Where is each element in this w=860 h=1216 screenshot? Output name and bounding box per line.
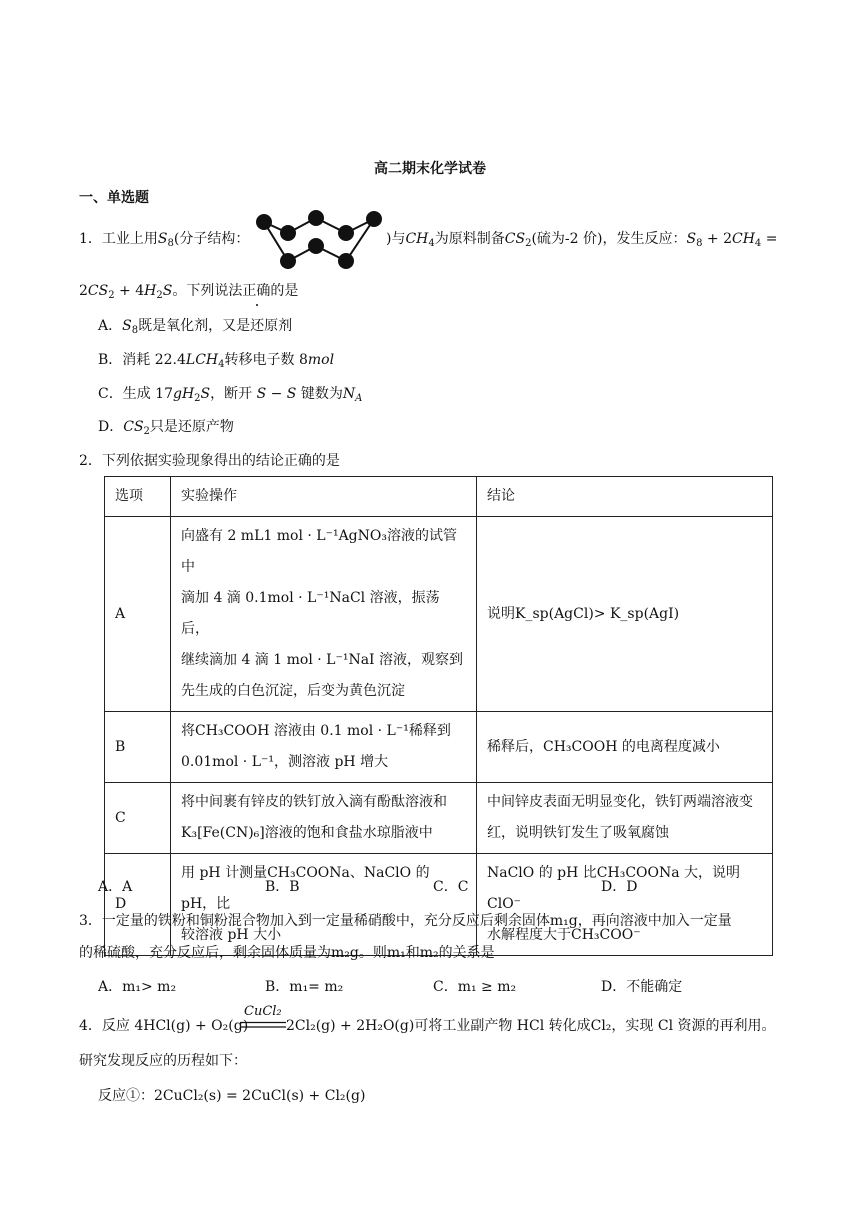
- q1-line-1-cont: )与$CH_4$为原料制备$CS_2$(硫为-2 价)，发生反应：$S_8 + 2CH_4$ =: [386, 231, 778, 249]
- q1-option-b: B．消耗 $22.4LCH_4$转移电子数 8mol: [98, 352, 335, 370]
- sulfur-atom: [256, 214, 272, 230]
- q2-option-a: A．A: [98, 879, 133, 895]
- table-row: [105, 712, 773, 783]
- q2-option-d: D．D: [601, 879, 638, 895]
- row-label: B: [105, 712, 171, 783]
- row-conclusion: 中间锌皮表面无明显变化，铁钉两端溶液变 红，说明铁钉发生了吸氧腐蚀: [477, 783, 773, 854]
- table-row: [105, 854, 773, 956]
- q4-reaction-1: 反应①：2CuCl₂(s) = 2CuCl(s) + Cl₂(g): [98, 1088, 366, 1104]
- q1-line-2: $2CS_2 + 4H_2S$。下列说法正确的是: [79, 283, 299, 301]
- row-operation: 将中间裹有锌皮的铁钉放入滴有酚酞溶液和 K₃[Fe(CN)₆]溶液的饱和食盐水琼脂液中: [171, 783, 477, 854]
- row-label: C: [105, 783, 171, 854]
- q3-option-d: D．不能确定: [601, 979, 683, 995]
- row-label: A: [105, 517, 171, 712]
- sulfur-atom: [308, 210, 324, 226]
- q3-line-1: 3．一定量的铁粉和铜粉混合物加入到一定量稀硝酸中，充分反应后剩余固体m₁g，再向溶液中加入一定量: [79, 913, 732, 929]
- q1-line-1: 1．工业上用$S_8$(分子结构：: [79, 231, 250, 249]
- table-row: [105, 517, 773, 712]
- row-operation: 向盛有 2 mL1 mol · L⁻¹AgNO₃溶液的试管中 滴加 4 滴 0.1mol · L⁻¹NaCl 溶液，振荡后， 继续滴加 4 滴 1 mol · L⁻¹NaI 溶液，观察到 先生成的白色沉淀，后变为黄色沉淀: [171, 517, 477, 712]
- row-label: D: [105, 854, 171, 956]
- q2-stem: 2．下列依据实验现象得出的结论正确的是: [79, 453, 340, 469]
- row-conclusion: 稀释后，CH₃COOH 的电离程度减小: [477, 712, 773, 783]
- q3-option-b: B．m₁= m₂: [265, 979, 344, 995]
- sulfur-atom: [308, 238, 324, 254]
- q2-option-c: C．C: [433, 879, 469, 895]
- row-operation: 用 pH 计测量CH₃COONa、NaClO 的 pH，比 较溶液 pH 大小: [171, 854, 477, 956]
- row-conclusion: 说明K_sp(AgCl)> K_sp(AgI): [477, 517, 773, 712]
- table-row: [105, 783, 773, 854]
- sulfur-atom: [338, 225, 354, 241]
- q4-line-1-part-b: 2Cl₂(g) + 2H₂O(g)可将工业副产物 HCl 转化成Cl₂，实现 Cl 资源的再利用。: [286, 1018, 776, 1034]
- q4-line-1-part-a: 4．反应 4HCl(g) + O₂(g): [79, 1018, 249, 1034]
- table-header-row: [105, 477, 773, 517]
- section-heading: 一、单选题: [79, 190, 149, 206]
- exam-title: 高二期末化学试卷: [374, 161, 486, 177]
- q4-line-2: 研究发现反应的历程如下：: [79, 1053, 247, 1069]
- sulfur-atom: [280, 225, 296, 241]
- header-conclusion: 结论: [477, 477, 773, 517]
- sulfur-atom: [366, 211, 382, 227]
- q3-option-c: C．m₁ ≥ m₂: [433, 979, 517, 995]
- header-operation: 实验操作: [171, 477, 477, 517]
- row-conclusion: NaClO 的 pH 比CH₃COONa 大，说明ClO⁻ 水解程度大于CH₃COO⁻: [477, 854, 773, 956]
- row-operation: 将CH₃COOH 溶液由 0.1 mol · L⁻¹稀释到 0.01mol · L⁻¹，测溶液 pH 增大: [171, 712, 477, 783]
- sulfur-atom: [280, 253, 296, 269]
- header-option: 选项: [105, 477, 171, 517]
- s8-molecule-structure: [250, 206, 386, 270]
- q3-line-2: 的稀硫酸，充分反应后，剩余固体质量为m₂g。则m₁和m₂的关系是: [79, 945, 495, 961]
- q3-option-a: A．m₁> m₂: [98, 979, 177, 995]
- q1-option-c: C．生成 $17gH_2S$，断开 S − S 键数为$N_A$: [98, 386, 363, 404]
- q1-option-d: D．$CS_2$只是还原产物: [98, 419, 234, 437]
- catalyst-label: CuCl₂: [244, 1004, 282, 1019]
- q1-option-a: A．$S_8$既是氧化剂，又是还原剂: [98, 318, 293, 336]
- q2-option-b: B．B: [265, 879, 300, 895]
- sulfur-atom: [338, 253, 354, 269]
